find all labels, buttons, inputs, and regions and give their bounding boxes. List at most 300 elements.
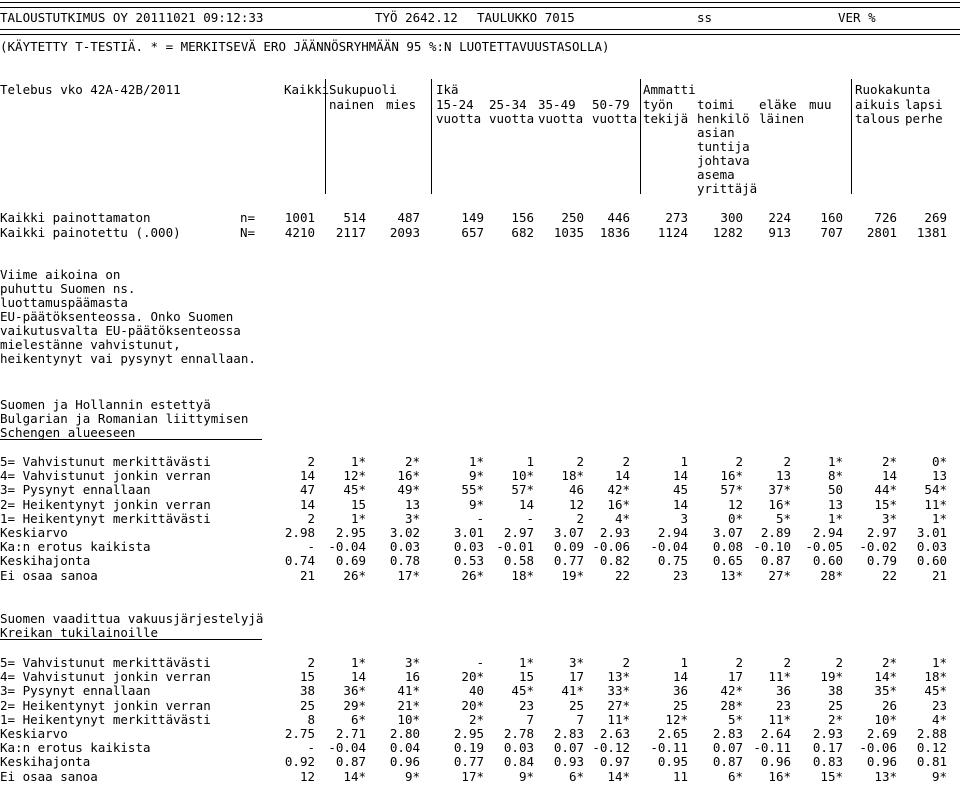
answer-cell: 2 xyxy=(735,655,743,670)
answer-cell: 1* xyxy=(931,511,947,526)
base-cell: 4210 xyxy=(284,225,315,240)
sub-lapsi: lapsi xyxy=(905,97,943,112)
answer-cell: 13* xyxy=(720,568,743,583)
sub-15-24: 15-24 xyxy=(436,97,474,112)
group-ika: Ikä xyxy=(436,82,459,97)
answer-row-label: 4= Vahvistunut jonkin verran xyxy=(0,468,211,483)
base-cell: 160 xyxy=(820,210,843,225)
answer-cell: 2* xyxy=(827,712,843,727)
answer-cell: 2.65 xyxy=(657,726,688,741)
answer-cell: 0.87 xyxy=(712,754,743,769)
answer-cell: 57* xyxy=(720,482,743,497)
answer-cell: 13* xyxy=(607,669,630,684)
base-cell: 156 xyxy=(511,210,534,225)
base-cell: 1836 xyxy=(599,225,630,240)
answer-cell: 0.77 xyxy=(453,754,484,769)
answer-cell: 16* xyxy=(397,468,420,483)
answer-cell: 19* xyxy=(820,669,843,684)
answer-row-label: 5= Vahvistunut merkittävästi xyxy=(0,454,211,469)
answer-cell: 2.80 xyxy=(389,726,420,741)
answer-cell: 0.87 xyxy=(760,553,791,568)
answer-cell: 16* xyxy=(607,497,630,512)
answer-cell: 17 xyxy=(568,669,584,684)
answer-cell: 0.84 xyxy=(503,754,534,769)
answer-cell: 55* xyxy=(461,482,484,497)
answer-cell: 0.97 xyxy=(599,754,630,769)
base-cell: 726 xyxy=(874,210,897,225)
base-cell: 682 xyxy=(511,225,534,240)
answer-cell: 2.93 xyxy=(812,726,843,741)
answer-cell: 3 xyxy=(680,511,688,526)
answer-cell: - xyxy=(476,511,484,526)
answer-cell: 1* xyxy=(350,454,366,469)
answer-row-label: 4= Vahvistunut jonkin verran xyxy=(0,669,211,684)
answer-cell: 12* xyxy=(665,712,688,727)
base-cell: 707 xyxy=(820,225,843,240)
answer-cell: -0.10 xyxy=(753,539,791,554)
answer-row-label: Keskihajonta xyxy=(0,754,91,769)
answer-cell: - xyxy=(307,539,315,554)
answer-cell: -0.11 xyxy=(753,740,791,755)
answer-cell: 1 xyxy=(526,454,534,469)
answer-cell: 20* xyxy=(461,669,484,684)
answer-cell: 14* xyxy=(874,669,897,684)
answer-cell: 0.75 xyxy=(657,553,688,568)
sub-asema: asema xyxy=(697,167,735,182)
answer-row-label: Ei osaa sanoa xyxy=(0,769,98,784)
answer-cell: 25 xyxy=(568,698,584,713)
answer-cell: -0.11 xyxy=(650,740,688,755)
base-cell: 269 xyxy=(924,210,947,225)
answer-cell: 0.03 xyxy=(503,740,534,755)
answer-cell: 45* xyxy=(924,683,947,698)
question-line: heikentynyt vai pysynyt ennallaan. xyxy=(0,351,256,366)
answer-cell: 26* xyxy=(461,568,484,583)
answer-cell: 57* xyxy=(511,482,534,497)
base-cell: 487 xyxy=(397,210,420,225)
base-cell: 1035 xyxy=(553,225,584,240)
test-note: (KÄYTETTY T-TESTIÄ. * = MERKITSEVÄ ERO JÄÄNNÖSRYHMÄÄN 95 %:N LUOTETTAVUUSTASOLLA) xyxy=(0,39,610,54)
group-kaikki: Kaikki xyxy=(284,82,330,97)
answer-cell: 3* xyxy=(881,511,897,526)
answer-cell: 10* xyxy=(397,712,420,727)
answer-cell: 0.65 xyxy=(712,553,743,568)
answer-cell: 11* xyxy=(924,497,947,512)
answer-cell: 7 xyxy=(526,712,534,727)
answer-cell: 2.63 xyxy=(599,726,630,741)
sub-mies: mies xyxy=(386,97,417,112)
answer-cell: 0.74 xyxy=(284,553,315,568)
answer-row-label: Keskihajonta xyxy=(0,553,91,568)
sub-elake: eläke xyxy=(759,97,797,112)
answer-cell: 9* xyxy=(468,468,484,483)
answer-cell: 11* xyxy=(768,669,791,684)
sub-50-79: 50-79 xyxy=(592,97,630,112)
answer-cell: 3.07 xyxy=(553,525,584,540)
divider-ammatti xyxy=(640,79,641,194)
answer-cell: 27* xyxy=(768,568,791,583)
answer-cell: 11* xyxy=(768,712,791,727)
base-cell: 273 xyxy=(665,210,688,225)
answer-cell: 14 xyxy=(518,497,534,512)
answer-cell: 4* xyxy=(931,712,947,727)
answer-cell: 2.95 xyxy=(335,525,366,540)
answer-cell: 2.88 xyxy=(916,726,947,741)
answer-cell: 2.75 xyxy=(284,726,315,741)
base-cell: 224 xyxy=(768,210,791,225)
answer-cell: 3.01 xyxy=(453,525,484,540)
answer-cell: 2 xyxy=(307,454,315,469)
answer-cell: 2.64 xyxy=(760,726,791,741)
answer-cell: 8 xyxy=(307,712,315,727)
answer-cell: 0.60 xyxy=(916,553,947,568)
sub-vuotta-4: vuotta xyxy=(592,111,638,126)
answer-cell: 2.83 xyxy=(712,726,743,741)
answer-row-label: 2= Heikentynyt jonkin verran xyxy=(0,497,211,512)
answer-cell: 17* xyxy=(397,568,420,583)
answer-cell: 45 xyxy=(672,482,688,497)
answer-cell: 40 xyxy=(468,683,484,698)
answer-cell: 2.71 xyxy=(335,726,366,741)
sub-vuotta-1: vuotta xyxy=(436,111,482,126)
answer-cell: 42* xyxy=(607,482,630,497)
answer-cell: 25 xyxy=(299,698,315,713)
answer-cell: 2.94 xyxy=(657,525,688,540)
answer-cell: -0.05 xyxy=(805,539,843,554)
base-cell: 1381 xyxy=(916,225,947,240)
top-separator xyxy=(0,2,960,8)
answer-cell: 0* xyxy=(931,454,947,469)
answer-cell: 2* xyxy=(881,454,897,469)
base-cell: 2801 xyxy=(866,225,897,240)
answer-cell: 14 xyxy=(350,669,366,684)
answer-cell: 25 xyxy=(672,698,688,713)
answer-cell: 13* xyxy=(874,769,897,784)
answer-cell: 11* xyxy=(607,712,630,727)
sub-johtava: johtava xyxy=(697,153,750,168)
answer-cell: 0.60 xyxy=(812,553,843,568)
answer-row-label: Keskiarvo xyxy=(0,726,68,741)
sub-aikuis: aikuis xyxy=(855,97,901,112)
answer-cell: 11 xyxy=(672,769,688,784)
answer-cell: 8* xyxy=(827,468,843,483)
section-title-line: Bulgarian ja Romanian liittymisen xyxy=(0,411,249,426)
answer-cell: 27* xyxy=(607,698,630,713)
answer-cell: 5* xyxy=(775,511,791,526)
answer-cell: 36* xyxy=(343,683,366,698)
answer-cell: 15 xyxy=(518,669,534,684)
answer-cell: 54* xyxy=(924,482,947,497)
base-cell: 2093 xyxy=(389,225,420,240)
base-row-tag: N= xyxy=(240,225,256,240)
answer-cell: 20* xyxy=(461,698,484,713)
answer-cell: 9* xyxy=(518,769,534,784)
answer-cell: 1* xyxy=(827,454,843,469)
answer-cell: 2 xyxy=(622,454,630,469)
answer-cell: 41* xyxy=(561,683,584,698)
answer-cell: -0.04 xyxy=(650,539,688,554)
answer-cell: 3.02 xyxy=(389,525,420,540)
answer-cell: 47 xyxy=(299,482,315,497)
section-title-underline xyxy=(0,639,262,640)
question-line: puhuttu Suomen ns. xyxy=(0,281,136,296)
answer-cell: 0.77 xyxy=(553,553,584,568)
sub-25-34: 25-34 xyxy=(489,97,527,112)
answer-cell: 12 xyxy=(568,497,584,512)
answer-cell: 14 xyxy=(299,468,315,483)
divider-ika xyxy=(431,79,432,194)
answer-cell: 0.93 xyxy=(553,754,584,769)
answer-cell: 0.87 xyxy=(335,754,366,769)
answer-cell: 0.92 xyxy=(284,754,315,769)
question-line: vaikutusvalta EU-päätöksenteossa xyxy=(0,323,241,338)
answer-cell: 2* xyxy=(404,454,420,469)
section-title-line: Suomen vaadittua vakuusjärjestelyjä xyxy=(0,611,264,626)
answer-cell: 28* xyxy=(820,568,843,583)
answer-cell: 21* xyxy=(397,698,420,713)
answer-cell: 4* xyxy=(614,511,630,526)
survey-title: Telebus vko 42A-42B/2011 xyxy=(0,82,181,97)
version-label: VER % xyxy=(838,10,876,25)
answer-cell: 18* xyxy=(924,669,947,684)
answer-cell: 26 xyxy=(881,698,897,713)
sub-tekija: tekijä xyxy=(643,111,689,126)
answer-cell: 41* xyxy=(397,683,420,698)
answer-cell: 12* xyxy=(343,468,366,483)
answer-cell: 2.95 xyxy=(453,726,484,741)
answer-cell: 3* xyxy=(404,511,420,526)
answer-cell: 38 xyxy=(827,683,843,698)
answer-cell: 6* xyxy=(350,712,366,727)
answer-cell: 17* xyxy=(461,769,484,784)
answer-cell: 10* xyxy=(511,468,534,483)
answer-cell: 2.97 xyxy=(866,525,897,540)
answer-cell: 13 xyxy=(931,468,947,483)
answer-cell: 15 xyxy=(299,669,315,684)
answer-cell: 45* xyxy=(343,482,366,497)
answer-cell: -0.04 xyxy=(328,539,366,554)
answer-cell: -0.04 xyxy=(328,740,366,755)
answer-cell: 2.89 xyxy=(760,525,791,540)
sub-vuotta-3: vuotta xyxy=(538,111,584,126)
answer-row-label: 5= Vahvistunut merkittävästi xyxy=(0,655,211,670)
answer-cell: 2.94 xyxy=(812,525,843,540)
ss-label: ss xyxy=(697,10,713,25)
answer-cell: 2 xyxy=(835,655,843,670)
answer-cell: 13 xyxy=(404,497,420,512)
answer-cell: 14 xyxy=(614,468,630,483)
answer-cell: 50 xyxy=(827,482,843,497)
answer-cell: 9* xyxy=(468,497,484,512)
question-line: mielestänne vahvistunut, xyxy=(0,337,181,352)
answer-cell: 35* xyxy=(874,683,897,698)
answer-cell: 22 xyxy=(881,568,897,583)
answer-row-label: Ka:n erotus kaikista xyxy=(0,539,151,554)
section-title-line: Kreikan tukilainoille xyxy=(0,625,159,640)
answer-cell: 16* xyxy=(768,497,791,512)
answer-cell: 14* xyxy=(343,769,366,784)
sub-lainen: läinen xyxy=(759,111,805,126)
base-cell: 1282 xyxy=(712,225,743,240)
answer-cell: 2 xyxy=(307,511,315,526)
answer-cell: 0.79 xyxy=(866,553,897,568)
answer-cell: -0.06 xyxy=(592,539,630,554)
group-ruokakunta: Ruokakunta xyxy=(855,82,931,97)
answer-cell: 44* xyxy=(874,482,897,497)
answer-cell: 0.53 xyxy=(453,553,484,568)
base-cell: 2117 xyxy=(335,225,366,240)
answer-cell: 0.04 xyxy=(389,740,420,755)
answer-cell: 16 xyxy=(404,669,420,684)
answer-cell: 0.03 xyxy=(916,539,947,554)
sub-nainen: nainen xyxy=(329,97,375,112)
question-line: luottamuspäämasta xyxy=(0,295,128,310)
answer-cell: 3.01 xyxy=(916,525,947,540)
divider-ruokakunta xyxy=(851,79,852,194)
answer-cell: 14 xyxy=(672,669,688,684)
answer-cell: -0.01 xyxy=(496,539,534,554)
answer-cell: 9* xyxy=(931,769,947,784)
answer-cell: 0.82 xyxy=(599,553,630,568)
sub-perhe: perhe xyxy=(905,111,943,126)
sub-tuntija: tuntija xyxy=(697,139,750,154)
answer-cell: 7 xyxy=(576,712,584,727)
answer-cell: 2.83 xyxy=(553,726,584,741)
answer-cell: 2* xyxy=(881,655,897,670)
answer-cell: 28* xyxy=(720,698,743,713)
answer-cell: 13 xyxy=(775,468,791,483)
answer-cell: 37* xyxy=(768,482,791,497)
base-cell: 1124 xyxy=(657,225,688,240)
answer-cell: 0.08 xyxy=(712,539,743,554)
answer-cell: 18* xyxy=(511,568,534,583)
question-line: EU-päätöksenteossa. Onko Suomen xyxy=(0,309,234,324)
group-ammatti: Ammatti xyxy=(643,82,696,97)
sub-35-49: 35-49 xyxy=(538,97,576,112)
answer-cell: 46 xyxy=(568,482,584,497)
answer-cell: 0.78 xyxy=(389,553,420,568)
base-cell: 300 xyxy=(720,210,743,225)
answer-cell: 2.97 xyxy=(503,525,534,540)
answer-cell: 3.07 xyxy=(712,525,743,540)
answer-cell: 16* xyxy=(768,769,791,784)
answer-cell: 15 xyxy=(350,497,366,512)
base-cell: 446 xyxy=(607,210,630,225)
answer-cell: 29* xyxy=(343,698,366,713)
answer-cell: 12 xyxy=(299,769,315,784)
answer-cell: 23 xyxy=(518,698,534,713)
answer-cell: 2 xyxy=(735,454,743,469)
answer-cell: 2 xyxy=(622,655,630,670)
sub-asian: asian xyxy=(697,125,735,140)
sub-henkilo: henkilö xyxy=(697,111,750,126)
answer-cell: 23 xyxy=(775,698,791,713)
answer-cell: 0.83 xyxy=(812,754,843,769)
answer-cell: 2 xyxy=(307,655,315,670)
answer-cell: -0.02 xyxy=(859,539,897,554)
answer-cell: 14 xyxy=(672,497,688,512)
answer-cell: 1* xyxy=(350,511,366,526)
sub-muu: muu xyxy=(809,97,832,112)
answer-cell: 14 xyxy=(672,468,688,483)
answer-cell: 1* xyxy=(518,655,534,670)
answer-cell: 14* xyxy=(607,769,630,784)
company-datetime: TALOUSTUTKIMUS OY 20111021 09:12:33 xyxy=(0,10,264,25)
answer-cell: 21 xyxy=(931,568,947,583)
answer-cell: 36 xyxy=(775,683,791,698)
base-cell: 149 xyxy=(461,210,484,225)
answer-cell: 13 xyxy=(827,497,843,512)
answer-cell: 0.12 xyxy=(916,740,947,755)
answer-cell: 0.58 xyxy=(503,553,534,568)
base-cell: 913 xyxy=(768,225,791,240)
section-title-underline xyxy=(0,439,262,440)
question-line: Viime aikoina on xyxy=(0,267,121,282)
answer-cell: 2 xyxy=(783,454,791,469)
answer-cell: 38 xyxy=(299,683,315,698)
answer-cell: 10* xyxy=(874,712,897,727)
answer-cell: -0.12 xyxy=(592,740,630,755)
answer-row-label: 3= Pysynyt ennallaan xyxy=(0,482,151,497)
answer-cell: 33* xyxy=(607,683,630,698)
answer-cell: 23 xyxy=(931,698,947,713)
base-cell: 657 xyxy=(461,225,484,240)
answer-cell: - xyxy=(307,740,315,755)
answer-cell: 2 xyxy=(576,454,584,469)
base-cell: 250 xyxy=(561,210,584,225)
answer-cell: 2 xyxy=(576,511,584,526)
answer-cell: 1* xyxy=(827,511,843,526)
section-title-line: Suomen ja Hollannin estettyä xyxy=(0,397,211,412)
answer-cell: 0.96 xyxy=(389,754,420,769)
section-title-line: Schengen alueeseen xyxy=(0,425,136,440)
answer-cell: 3* xyxy=(568,655,584,670)
answer-cell: 0.09 xyxy=(553,539,584,554)
answer-cell: 2 xyxy=(783,655,791,670)
job-number: TYÖ 2642.12 xyxy=(375,10,458,25)
sub-tyon: työn xyxy=(643,97,674,112)
base-cell: 1001 xyxy=(284,210,315,225)
base-row-label: Kaikki painottamaton xyxy=(0,210,151,225)
answer-row-label: Ei osaa sanoa xyxy=(0,568,98,583)
answer-cell: 0.69 xyxy=(335,553,366,568)
answer-cell: 0.96 xyxy=(866,754,897,769)
base-cell: 514 xyxy=(343,210,366,225)
answer-cell: 23 xyxy=(672,568,688,583)
answer-cell: 2.93 xyxy=(599,525,630,540)
answer-cell: 0.17 xyxy=(812,740,843,755)
answer-cell: 9* xyxy=(404,769,420,784)
answer-cell: 42* xyxy=(720,683,743,698)
answer-cell: 17 xyxy=(727,669,743,684)
answer-row-label: Ka:n erotus kaikista xyxy=(0,740,151,755)
answer-cell: 0.19 xyxy=(453,740,484,755)
answer-row-label: 1= Heikentynyt merkittävästi xyxy=(0,712,211,727)
answer-cell: 1* xyxy=(350,655,366,670)
answer-cell: 1* xyxy=(931,655,947,670)
answer-cell: - xyxy=(526,511,534,526)
sub-toimi: toimi xyxy=(697,97,735,112)
answer-cell: 22 xyxy=(614,568,630,583)
answer-cell: 0.96 xyxy=(760,754,791,769)
answer-cell: 0.07 xyxy=(553,740,584,755)
divider-sukupuoli xyxy=(325,79,326,194)
sub-vuotta-2: vuotta xyxy=(489,111,535,126)
answer-cell: 0.03 xyxy=(453,539,484,554)
sub-talous: talous xyxy=(855,111,901,126)
answer-cell: 2.69 xyxy=(866,726,897,741)
answer-cell: 15* xyxy=(820,769,843,784)
